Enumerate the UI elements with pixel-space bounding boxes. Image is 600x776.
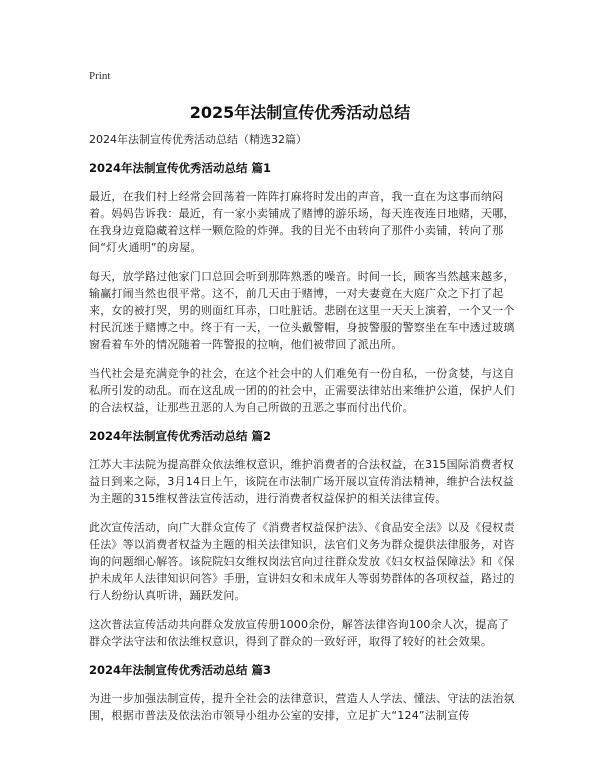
- section-heading-2: 2024年法制宣传优秀活动总结 篇2: [89, 429, 272, 443]
- document-title: 2025年法制宣传优秀活动总结: [189, 103, 411, 122]
- document-body: [89, 132, 517, 736]
- section-3-paragraph-1: 为进一步加强法制宣传，提升全社会的法律意识，营造人人学法、懂法、守法的法治氛围，根据市普法及依法治市领导小组办公室的安排，立足扩大“124”法制宣传: [89, 692, 515, 722]
- section-1-paragraph-2: 每天，放学路过他家门口总回会听到那阵熟悉的噪音。时间一长，顾客当然越来越多，输赢打闹当然也很平常。这不，前几天由于赌博，一对夫妻竟在大庭广众之下打了起来，女的被打哭，男的则面红耳赤，口吐脏话。悲剧在这里一天天上演着，一个又一个村民沉迷于赌博之中。终于有一天，一位头戴警帽，身披警服的警察坐在车中透过玻璃窗看着车外的情况随着一阵警报的拉响，他们被带回了派出所。: [89, 270, 515, 351]
- section-heading-3: 2024年法制宣传优秀活动总结 篇3: [89, 663, 272, 677]
- section-2-paragraph-2: 此次宣传活动，向广大群众宣传了《消费者权益保护法》、《食品安全法》以及《侵权责任法》等以消费者权益为主题的相关法律知识，法官们义务为群众提供法律服务，对咨询的问题细心解答。该院院妇女维权岗法官向过往群众发放《妇女权益保障法》和《保护未成年人法律知识问答》手册，宣讲妇女和未成年人等弱势群体的各项权益，路过的行人纷纷认真听讲，踊跃发问。: [89, 521, 515, 602]
- document-subtitle: 2024年法制宣传优秀活动总结（精选32篇）: [89, 133, 307, 146]
- print-label[interactable]: Print: [89, 70, 111, 82]
- section-2-paragraph-3: 这次普法宣传活动共向群众发放宣传册1000余份，解答法律咨询100余人次，提高了群众学法守法和依法维权意识，得到了群众的一致好评，取得了较好的社会效果。: [89, 618, 509, 648]
- section-1-paragraph-1: 最近，在我们村上经常会回荡着一阵阵打麻将时发出的声音，我一直在为这事而纳闷着。妈妈告诉我：最近，有一家小卖铺成了赌博的游乐场，每天连夜连日地赌，天哪，在我身边竟隐藏着这样一颗危险的炸弹。我的目光不由转向了那件小卖铺，转向了那间“灯火通明”的房屋。: [89, 190, 515, 254]
- section-1-paragraph-3: 当代社会是充满竞争的社会，在这个社会中的人们难免有一份自私，一份贪婪，与这自私所引发的动乱。而在这乱成一团的的社会中，正需要法律站出来维护公道，保护人们的合法权益，让那些丑恶的人为自己所做的丑恶之事而付出代价。: [89, 367, 515, 414]
- section-2-paragraph-1: 江苏大丰法院为提高群众依法维权意识，维护消费者的合法权益，在315国际消费者权益日到来之际，3月14日上午，该院在市法制广场开展以宣传消法精神，维护合法权益为主题的315维权普法宣传活动，进行消费者权益保护的相关法律宣传。: [89, 458, 514, 505]
- section-heading-1: 2024年法制宣传优秀活动总结 篇1: [89, 161, 272, 175]
